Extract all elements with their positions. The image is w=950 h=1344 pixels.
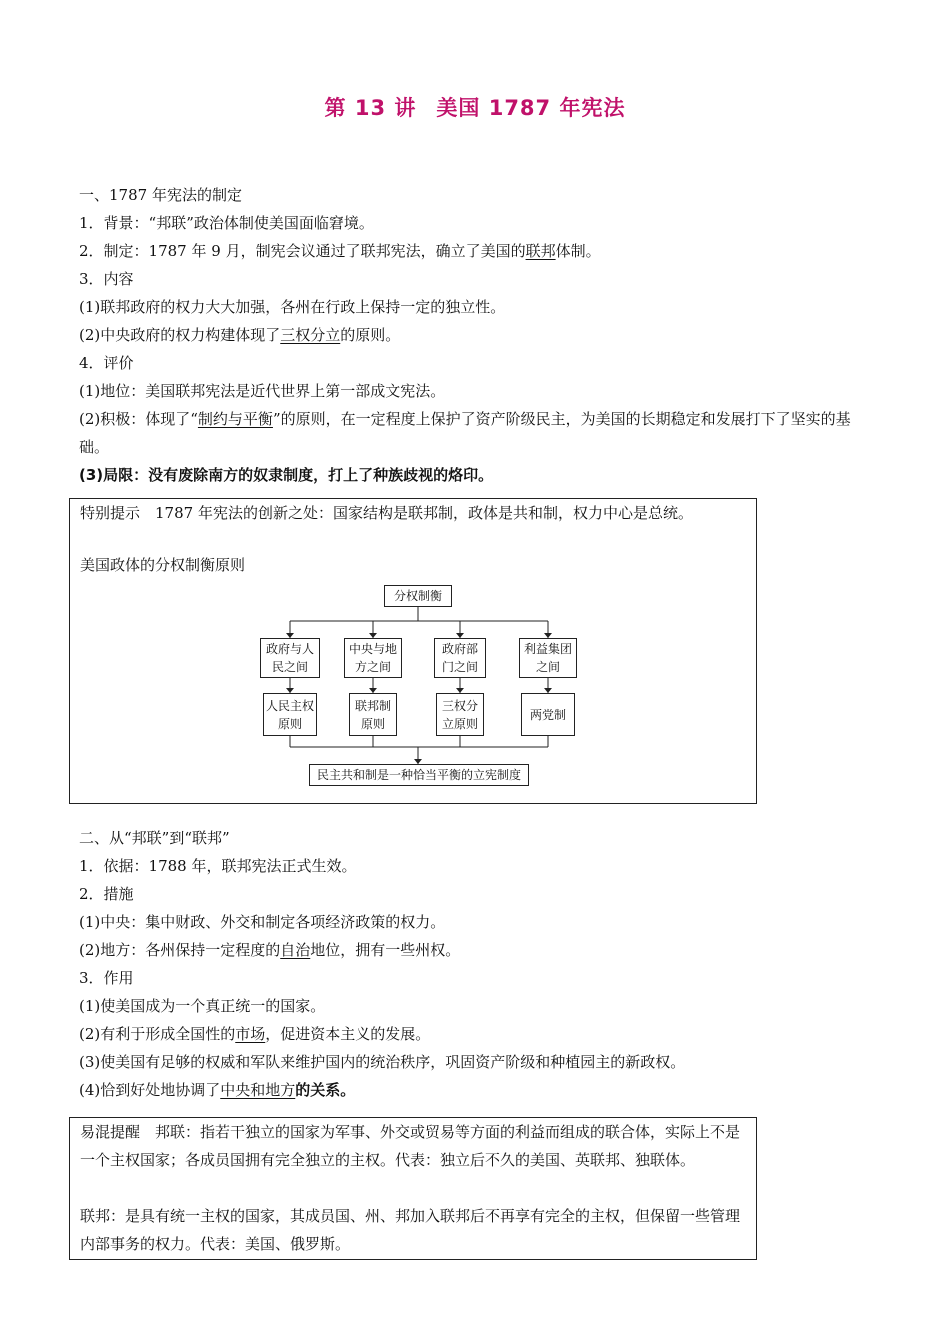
making-prefix: 2．制定： [79, 242, 149, 260]
content2-key: 三权分立 [280, 326, 341, 344]
confusion-reminder-box [69, 1117, 757, 1260]
diagram-node-popular-sovereignty: 人民主权原则 [263, 693, 317, 736]
effect-item-2 [79, 1020, 859, 1048]
content-item-1: (1)联邦政府的权力大大加强，各州在行政上保持一定的独立性。 [79, 298, 506, 316]
e4-key: 中央和地方 [220, 1081, 296, 1099]
evaluation-heading: 4．评价 [79, 354, 134, 372]
diagram-node-departments: 政府部门之间 [434, 638, 486, 678]
measures-heading: 2．措施 [79, 885, 134, 903]
section2-heading: 二、从“邦联”到“联邦” [79, 829, 230, 847]
diagram-node-federalism: 联邦制原则 [349, 693, 397, 736]
m2-text-b: 地位，拥有一些州权。 [310, 941, 461, 959]
diagram-node-two-party: 两党制 [521, 693, 575, 736]
e2-text-b: ，促进资本主义的发展。 [265, 1025, 431, 1043]
making-line [79, 237, 859, 265]
background-prefix: 1．背景： [79, 214, 149, 232]
lecture-number: 第 13 讲 [324, 96, 417, 120]
eval2-key: 制约与平衡 [197, 410, 273, 428]
evaluation-item-2 [79, 405, 859, 461]
e2-text-a: (2)有利于形成全国性的 [79, 1025, 236, 1043]
effect-item-1: (1)使美国成为一个真正统一的国家。 [79, 997, 326, 1015]
lecture-topic: 美国 1787 年宪法 [436, 96, 626, 120]
diagram-caption: 美国政体的分权制衡原则 [80, 556, 246, 574]
basis-line: 1．依据：1788 年，联邦宪法正式生效。 [79, 857, 357, 875]
measure-item-1: (1)中央：集中财政、外交和制定各项经济政策的权力。 [79, 913, 446, 931]
effect-heading: 3．作用 [79, 969, 134, 987]
evaluation-item-1: (1)地位：美国联邦宪法是近代世界上第一部成文宪法。 [79, 382, 446, 400]
diagram-node-people: 政府与人民之间 [260, 638, 320, 678]
content-heading: 3．内容 [79, 270, 134, 288]
diagram-node-separation-powers: 三权分立原则 [436, 693, 484, 736]
special-tip-text: 特别提示 1787 年宪法的创新之处：国家结构是联邦制，政体是共和制，权力中心是总统。 [80, 504, 693, 522]
content-item-2 [79, 321, 859, 349]
content2-text-a: (2)中央政府的权力构建体现了 [79, 326, 281, 344]
diagram-node-central-local: 中央与地方之间 [344, 638, 402, 678]
diagram-bottom-node: 民主共和制是一种恰当平衡的立宪制度 [309, 764, 529, 786]
measure-item-2 [79, 936, 859, 964]
e2-key: 市场 [235, 1025, 266, 1043]
content2-text-b: 的原则。 [340, 326, 401, 344]
e4-text-a: (4)恰到好处地协调了 [79, 1081, 221, 1099]
eval2-text-a: (2)积极：体现了“ [79, 410, 198, 428]
evaluation-item-3: (3)局限：没有废除南方的奴隶制度，打上了种族歧视的烙印。 [79, 466, 494, 484]
making-text-a: 1787 年 9 月，制宪会议通过了联邦宪法，确立了美国的 [148, 242, 526, 260]
section-1 [79, 181, 859, 489]
section1-heading: 一、1787 年宪法的制定 [79, 186, 242, 204]
section-2 [79, 824, 859, 1104]
effect-item-4 [79, 1076, 859, 1104]
background-line [79, 209, 859, 237]
background-text: “邦联”政治体制使美国面临窘境。 [148, 214, 374, 232]
effect-item-3: (3)使美国有足够的权威和军队来维护国内的统治秩序，巩固资产阶级和种植园主的新政权。 [79, 1053, 686, 1071]
eval2-text-b: ”的原则，在一定程度上保护了资产阶级民主，为美国的长期稳定和发展打下了坚实的基础。 [79, 410, 851, 456]
m2-text-a: (2)地方：各州保持一定程度的 [79, 941, 281, 959]
diagram-root-node: 分权制衡 [384, 585, 452, 607]
diagram-node-interest-groups: 利益集团之间 [519, 638, 577, 678]
special-tip-box [69, 498, 757, 804]
confederation-paragraph: 易混提醒 邦联：指若干独立的国家为军事、外交或贸易等方面的利益而组成的联合体，实际上不是一个主权国家；各成员国拥有完全独立的主权。代表：独立后不久的美国、英联邦、独联体。 [80, 1123, 741, 1169]
making-key: 联邦 [525, 242, 556, 260]
e4-text-b: 的关系。 [295, 1081, 356, 1099]
federation-paragraph: 联邦：是具有统一主权的国家，其成员国、州、邦加入联邦后不再享有完全的主权，但保留一些管理内部事务的权力。代表：美国、俄罗斯。 [80, 1207, 741, 1253]
page-title [0, 92, 950, 122]
m2-key: 自治 [280, 941, 311, 959]
making-text-b: 体制。 [555, 242, 601, 260]
